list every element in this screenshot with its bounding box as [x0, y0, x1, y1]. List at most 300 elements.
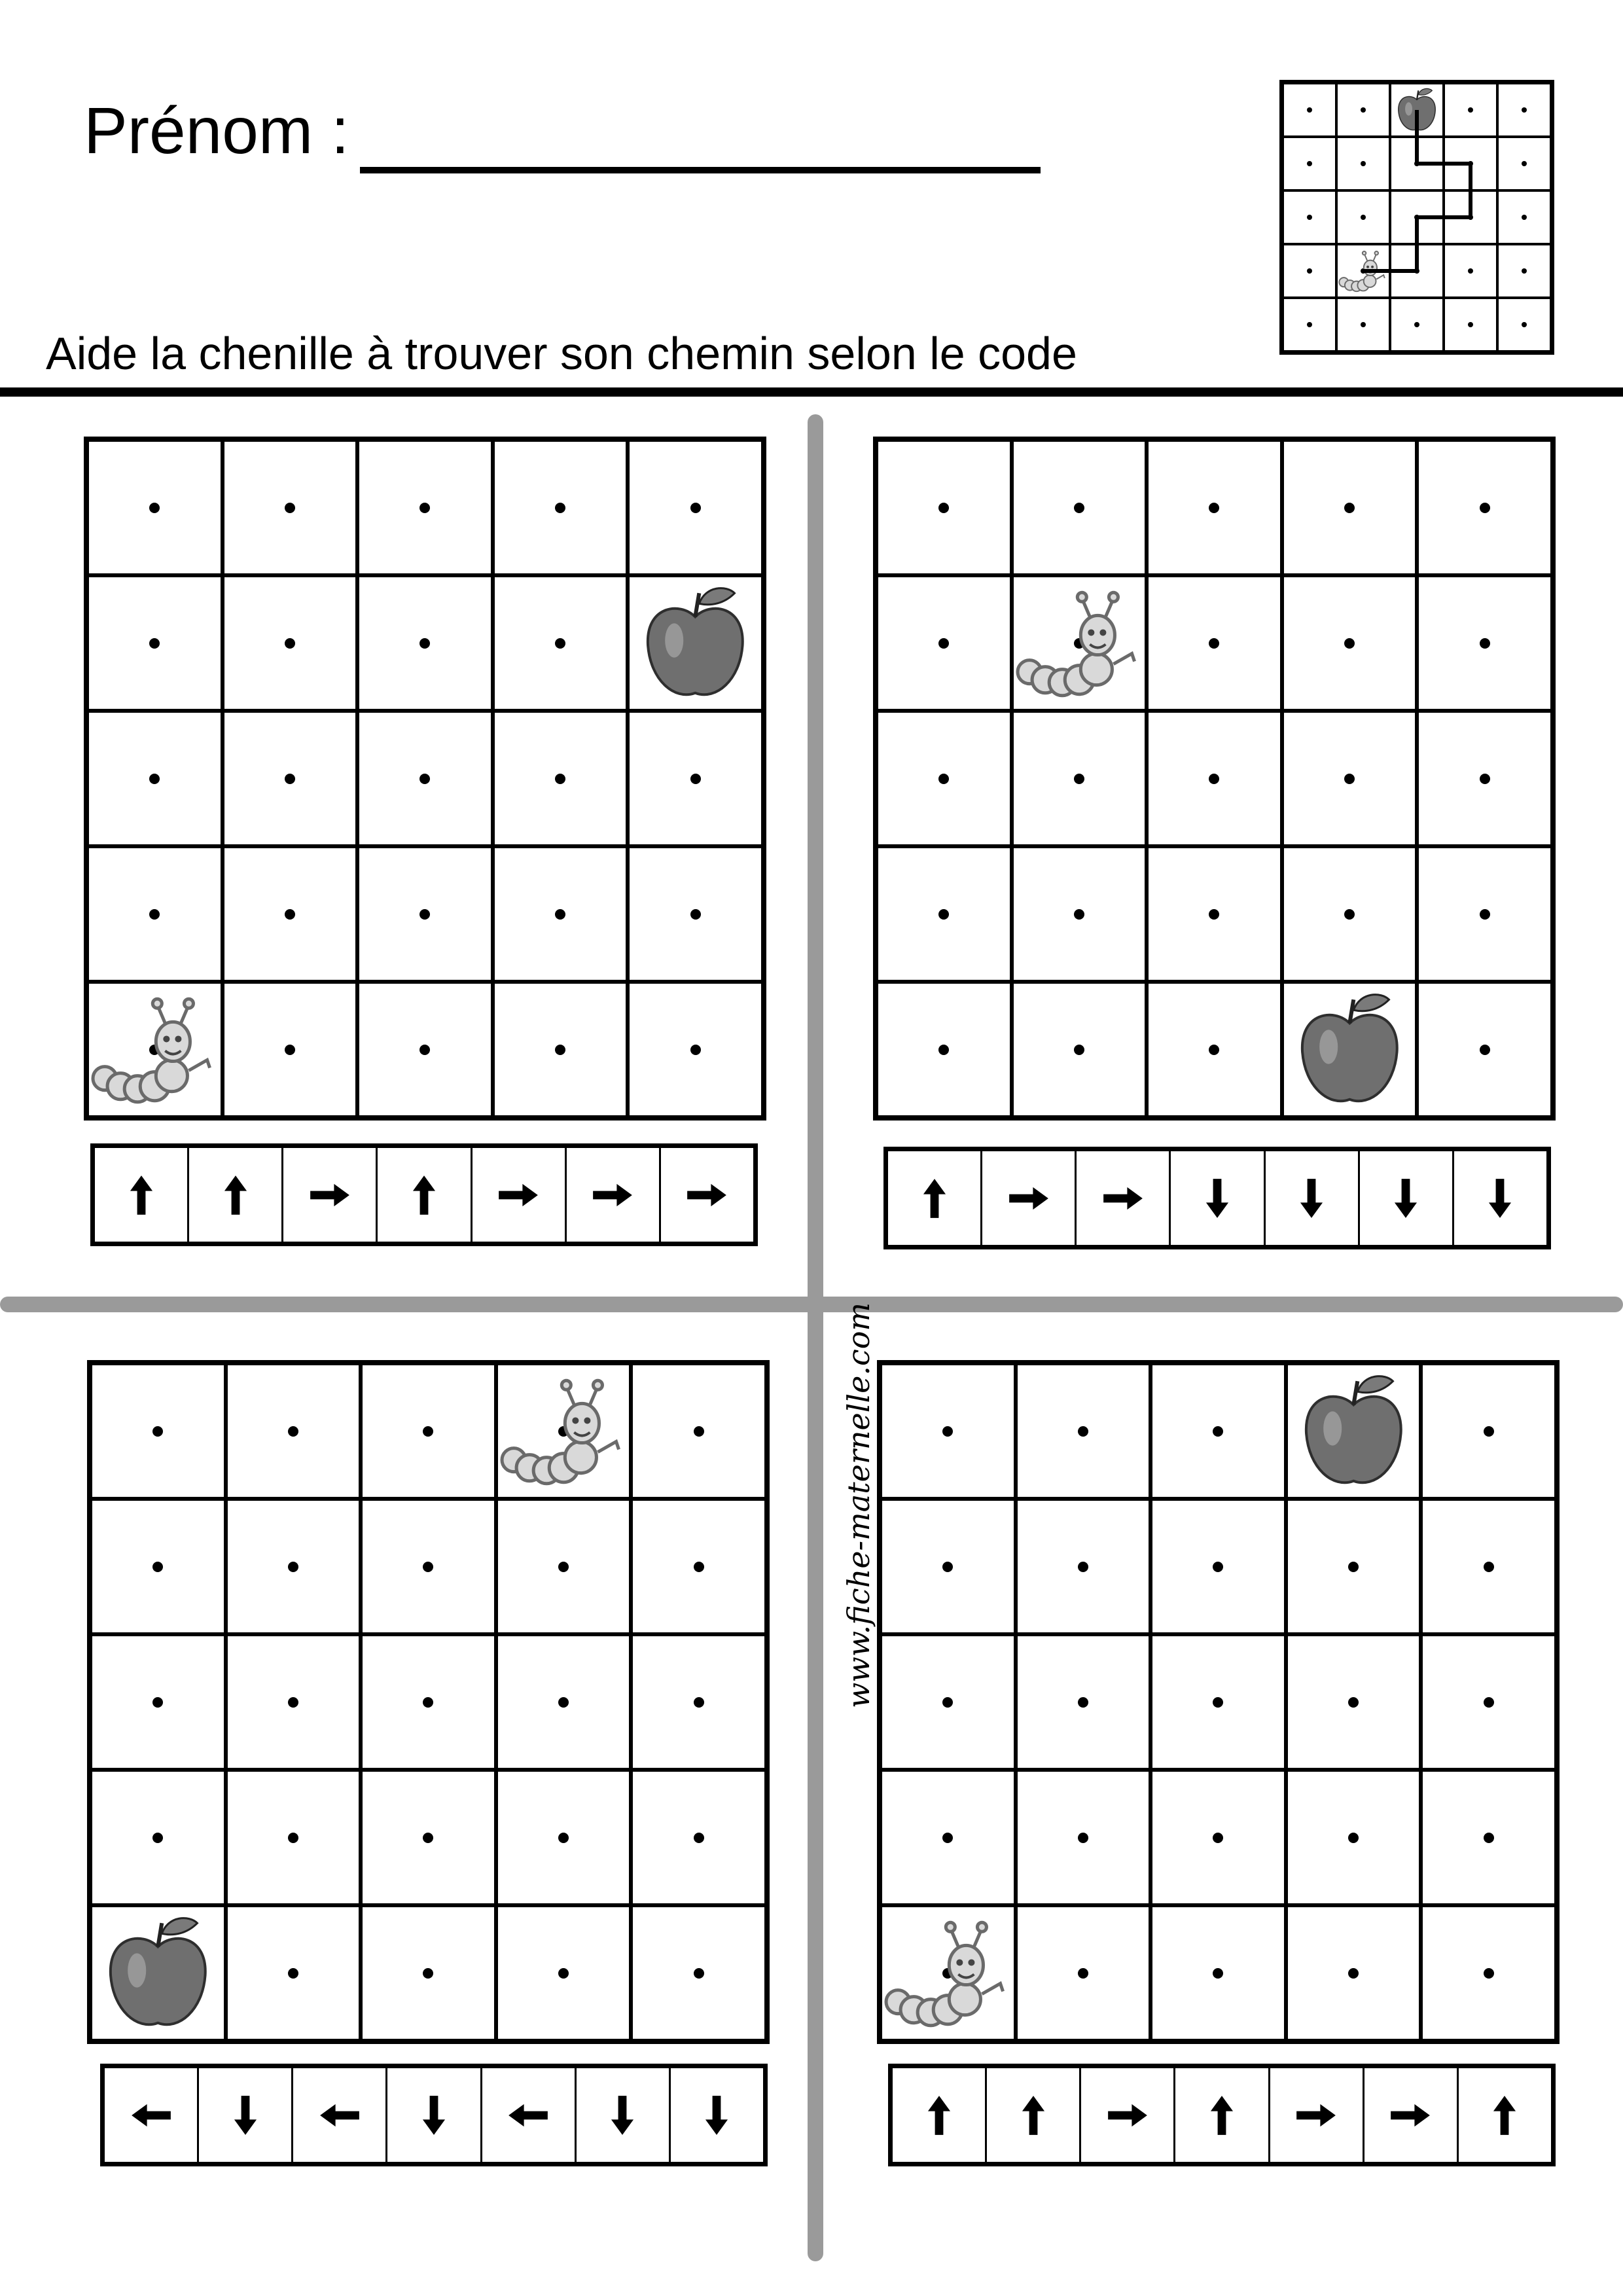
- grid-cell: [493, 846, 628, 982]
- grid-cell: [1150, 1634, 1286, 1770]
- grid-cell: [880, 1770, 1016, 1905]
- code-cell: [291, 2068, 385, 2162]
- grid-dot: [149, 503, 160, 513]
- puzzle-grid-top-left: [84, 437, 766, 1121]
- grid-cell: [1336, 137, 1390, 190]
- arrow-up-icon: [1484, 2094, 1525, 2136]
- grid-cell: [880, 1499, 1016, 1634]
- grid-dot: [1468, 268, 1473, 274]
- grid-cell: [493, 575, 628, 711]
- arrow-left-icon: [507, 2094, 549, 2136]
- arrow-down-icon: [601, 2094, 643, 2136]
- grid-cell: [361, 1499, 496, 1634]
- code-strip-top-right: [883, 1147, 1551, 1249]
- caterpillar-icon: [498, 1365, 630, 1497]
- grid-dot: [1361, 215, 1366, 220]
- grid-cell: [1282, 711, 1418, 846]
- grid-cell: [880, 1905, 1016, 2041]
- grid-cell: [1282, 982, 1418, 1117]
- code-cell: [471, 1148, 565, 1242]
- arrow-down-icon: [224, 2094, 266, 2136]
- grid-cell: [1286, 1363, 1421, 1499]
- grid-dot: [694, 1968, 704, 1979]
- grid-cell: [1336, 190, 1390, 244]
- code-strip-bottom-right: [888, 2064, 1556, 2166]
- grid-dot: [942, 1562, 953, 1572]
- grid-cell: [1016, 1905, 1151, 2041]
- grid-dot: [1414, 268, 1419, 274]
- code-cell: [197, 2068, 291, 2162]
- apple-icon: [630, 577, 761, 709]
- instruction-text: Aide la chenille à trouver son chemin selon le code: [46, 328, 1077, 379]
- code-cell: [1079, 2068, 1173, 2162]
- apple-icon: [92, 1907, 224, 2039]
- grid-cell: [223, 440, 358, 575]
- grid-dot: [558, 1968, 569, 1979]
- grid-cell: [631, 1905, 766, 2041]
- grid-cell: [1012, 982, 1147, 1117]
- grid-dot: [1307, 322, 1312, 327]
- grid-cell: [223, 575, 358, 711]
- grid-dot: [694, 1697, 704, 1708]
- grid-dot: [938, 774, 949, 784]
- grid-cell: [1390, 244, 1444, 298]
- grid-dot: [690, 503, 701, 513]
- grid-dot: [1480, 909, 1490, 920]
- grid-dot: [1209, 1045, 1219, 1055]
- grid-cell: [1283, 298, 1336, 351]
- puzzle-grid-top-right: [873, 437, 1556, 1121]
- grid-dot: [285, 1045, 295, 1055]
- grid-cell: [1147, 575, 1282, 711]
- grid-cell: [1336, 298, 1390, 351]
- grid-cell: [1417, 575, 1552, 711]
- grid-cell: [876, 440, 1012, 575]
- grid-cell: [1417, 982, 1552, 1117]
- grid-dot: [694, 1833, 704, 1843]
- grid-dot: [558, 1833, 569, 1843]
- grid-cell: [1497, 137, 1551, 190]
- code-cell: [1169, 1151, 1263, 1245]
- grid-cell: [223, 982, 358, 1117]
- grid-cell: [226, 1770, 361, 1905]
- grid-cell: [361, 1905, 496, 2041]
- grid-dot: [1344, 638, 1355, 649]
- grid-dot: [938, 909, 949, 920]
- code-cell: [980, 1151, 1075, 1245]
- grid-dot: [149, 909, 160, 920]
- grid-cell: [493, 440, 628, 575]
- grid-dot: [1213, 1697, 1223, 1708]
- apple-icon: [1391, 84, 1442, 135]
- grid-cell: [1336, 83, 1390, 137]
- arrow-left-icon: [130, 2094, 172, 2136]
- code-cell: [1358, 1151, 1452, 1245]
- grid-dot: [288, 1562, 298, 1572]
- grid-dot: [1344, 503, 1355, 513]
- grid-dot: [288, 1697, 298, 1708]
- arrow-right-icon: [1008, 1177, 1050, 1219]
- grid-cell: [357, 846, 493, 982]
- grid-dot: [149, 774, 160, 784]
- grid-dot: [690, 909, 701, 920]
- grid-dot: [1213, 1833, 1223, 1843]
- grid-dot: [1209, 503, 1219, 513]
- grid-cell: [361, 1363, 496, 1499]
- grid-cell: [1417, 711, 1552, 846]
- caterpillar-icon: [1338, 245, 1389, 296]
- grid-dot: [1348, 1562, 1359, 1572]
- arrow-up-icon: [914, 1177, 955, 1219]
- grid-dot: [152, 1562, 163, 1572]
- grid-cell: [357, 982, 493, 1117]
- grid-dot: [419, 1045, 430, 1055]
- grid-dot: [1414, 161, 1419, 166]
- grid-cell: [90, 1634, 226, 1770]
- grid-dot: [694, 1426, 704, 1437]
- grid-dot: [942, 1697, 953, 1708]
- grid-cell: [361, 1770, 496, 1905]
- watermark-text: www.fiche-maternelle.com: [841, 1302, 876, 1709]
- grid-cell: [1497, 244, 1551, 298]
- code-cell: [1173, 2068, 1268, 2162]
- grid-cell: [1421, 1905, 1556, 2041]
- grid-dot: [1078, 1426, 1088, 1437]
- arrow-left-icon: [319, 2094, 361, 2136]
- grid-dot: [1522, 215, 1527, 220]
- grid-dot: [419, 909, 430, 920]
- code-strip-bottom-left: [100, 2064, 768, 2166]
- code-cell: [1363, 2068, 1457, 2162]
- grid-cell: [90, 1770, 226, 1905]
- grid-cell: [496, 1499, 632, 1634]
- grid-cell: [87, 575, 223, 711]
- grid-dot: [1074, 503, 1084, 513]
- grid-dot: [690, 1045, 701, 1055]
- grid-dot: [942, 1833, 953, 1843]
- code-strip-top-left: [90, 1143, 758, 1246]
- grid-dot: [423, 1426, 433, 1437]
- code-cell: [385, 2068, 480, 2162]
- code-cell: [1457, 2068, 1551, 2162]
- arrow-right-icon: [497, 1174, 539, 1216]
- grid-dot: [1078, 1833, 1088, 1843]
- grid-dot: [152, 1833, 163, 1843]
- arrow-right-icon: [1102, 1177, 1144, 1219]
- arrow-up-icon: [120, 1174, 162, 1216]
- grid-cell: [628, 982, 763, 1117]
- code-cell: [95, 1148, 187, 1242]
- grid-dot: [555, 774, 565, 784]
- grid-dot: [423, 1968, 433, 1979]
- grid-dot: [1307, 215, 1312, 220]
- grid-cell: [1390, 83, 1444, 137]
- arrow-right-icon: [309, 1174, 351, 1216]
- grid-cell: [226, 1634, 361, 1770]
- grid-cell: [1390, 298, 1444, 351]
- grid-cell: [496, 1905, 632, 2041]
- grid-dot: [1484, 1833, 1494, 1843]
- grid-cell: [496, 1363, 632, 1499]
- code-cell: [565, 1148, 659, 1242]
- grid-cell: [631, 1363, 766, 1499]
- grid-dot: [938, 503, 949, 513]
- grid-cell: [1390, 190, 1444, 244]
- grid-dot: [1414, 322, 1419, 327]
- grid-dot: [1522, 107, 1527, 113]
- grid-cell: [1497, 190, 1551, 244]
- grid-cell: [496, 1634, 632, 1770]
- code-cell: [669, 2068, 763, 2162]
- grid-cell: [880, 1363, 1016, 1499]
- grid-cell: [1286, 1499, 1421, 1634]
- grid-dot: [1348, 1833, 1359, 1843]
- arrow-right-icon: [592, 1174, 633, 1216]
- grid-dot: [1361, 322, 1366, 327]
- grid-cell: [357, 575, 493, 711]
- grid-dot: [1078, 1697, 1088, 1708]
- grid-dot: [558, 1562, 569, 1572]
- grid-dot: [419, 503, 430, 513]
- grid-cell: [631, 1770, 766, 1905]
- apple-icon: [1284, 984, 1416, 1115]
- grid-cell: [1147, 982, 1282, 1117]
- grid-cell: [361, 1634, 496, 1770]
- grid-cell: [1150, 1499, 1286, 1634]
- arrow-up-icon: [215, 1174, 257, 1216]
- grid-cell: [1282, 440, 1418, 575]
- code-cell: [376, 1148, 470, 1242]
- caterpillar-icon: [882, 1907, 1014, 2039]
- arrow-right-icon: [1295, 2094, 1337, 2136]
- arrow-down-icon: [413, 2094, 455, 2136]
- grid-cell: [90, 1905, 226, 2041]
- grid-dot: [288, 1833, 298, 1843]
- grid-dot: [938, 638, 949, 649]
- example-grid: [1279, 80, 1554, 355]
- grid-cell: [1016, 1634, 1151, 1770]
- grid-dot: [942, 1426, 953, 1437]
- grid-cell: [1282, 846, 1418, 982]
- grid-dot: [1348, 1697, 1359, 1708]
- code-cell: [1268, 2068, 1363, 2162]
- apple-icon: [1288, 1365, 1419, 1497]
- grid-cell: [1147, 711, 1282, 846]
- arrow-right-icon: [686, 1174, 728, 1216]
- grid-cell: [876, 711, 1012, 846]
- code-cell: [893, 2068, 985, 2162]
- arrow-down-icon: [696, 2094, 738, 2136]
- grid-dot: [1484, 1562, 1494, 1572]
- grid-dot: [1074, 774, 1084, 784]
- grid-dot: [1361, 161, 1366, 166]
- arrow-up-icon: [918, 2094, 960, 2136]
- grid-dot: [1468, 322, 1473, 327]
- puzzle-grid-bottom-right: [877, 1360, 1560, 2044]
- grid-cell: [1444, 137, 1497, 190]
- grid-dot: [1213, 1562, 1223, 1572]
- grid-dot: [1484, 1426, 1494, 1437]
- arrow-down-icon: [1291, 1177, 1332, 1219]
- grid-dot: [1468, 107, 1473, 113]
- grid-cell: [1421, 1770, 1556, 1905]
- grid-cell: [1497, 83, 1551, 137]
- grid-dot: [1522, 268, 1527, 274]
- grid-dot: [285, 774, 295, 784]
- grid-cell: [87, 440, 223, 575]
- grid-cell: [90, 1363, 226, 1499]
- grid-dot: [1468, 215, 1473, 220]
- arrow-up-icon: [1201, 2094, 1243, 2136]
- grid-cell: [90, 1499, 226, 1634]
- grid-cell: [1283, 83, 1336, 137]
- grid-cell: [1016, 1363, 1151, 1499]
- arrow-down-icon: [1479, 1177, 1521, 1219]
- grid-dot: [694, 1562, 704, 1572]
- grid-dot: [555, 503, 565, 513]
- grid-dot: [1348, 1968, 1359, 1979]
- grid-cell: [628, 711, 763, 846]
- puzzle-grid-bottom-left: [87, 1360, 770, 2044]
- grid-cell: [1417, 440, 1552, 575]
- grid-dot: [285, 909, 295, 920]
- grid-dot: [1480, 638, 1490, 649]
- grid-cell: [1012, 440, 1147, 575]
- grid-dot: [1078, 1968, 1088, 1979]
- grid-dot: [1468, 161, 1473, 166]
- code-cell: [1452, 1151, 1546, 1245]
- grid-cell: [1444, 190, 1497, 244]
- grid-dot: [1480, 503, 1490, 513]
- grid-cell: [1444, 244, 1497, 298]
- grid-dot: [1484, 1968, 1494, 1979]
- grid-dot: [1480, 1045, 1490, 1055]
- grid-cell: [493, 711, 628, 846]
- code-cell: [575, 2068, 669, 2162]
- code-cell: [187, 1148, 281, 1242]
- grid-dot: [690, 774, 701, 784]
- code-cell: [1075, 1151, 1169, 1245]
- arrow-right-icon: [1389, 2094, 1431, 2136]
- grid-dot: [1522, 322, 1527, 327]
- grid-dot: [152, 1697, 163, 1708]
- grid-cell: [496, 1770, 632, 1905]
- caterpillar-icon: [1014, 577, 1145, 709]
- grid-cell: [357, 440, 493, 575]
- header-rule: [0, 387, 1623, 397]
- grid-dot: [1344, 774, 1355, 784]
- grid-cell: [1012, 575, 1147, 711]
- grid-dot: [555, 638, 565, 649]
- grid-dot: [555, 909, 565, 920]
- grid-dot: [1209, 774, 1219, 784]
- grid-cell: [1147, 846, 1282, 982]
- grid-cell: [1283, 137, 1336, 190]
- grid-cell: [1497, 298, 1551, 351]
- grid-cell: [1421, 1363, 1556, 1499]
- code-cell: [888, 1151, 980, 1245]
- grid-cell: [357, 711, 493, 846]
- grid-dot: [419, 774, 430, 784]
- grid-cell: [1282, 575, 1418, 711]
- grid-dot: [288, 1968, 298, 1979]
- grid-dot: [1307, 161, 1312, 166]
- arrow-down-icon: [1385, 1177, 1427, 1219]
- grid-dot: [419, 638, 430, 649]
- grid-cell: [1150, 1905, 1286, 2041]
- grid-dot: [285, 638, 295, 649]
- grid-dot: [1480, 774, 1490, 784]
- grid-dot: [1307, 268, 1312, 274]
- grid-cell: [223, 846, 358, 982]
- grid-dot: [1078, 1562, 1088, 1572]
- code-cell: [480, 2068, 575, 2162]
- code-cell: [105, 2068, 197, 2162]
- grid-dot: [1074, 1045, 1084, 1055]
- grid-cell: [1286, 1770, 1421, 1905]
- grid-dot: [288, 1426, 298, 1437]
- grid-cell: [87, 982, 223, 1117]
- grid-dot: [1213, 1968, 1223, 1979]
- arrow-up-icon: [1012, 2094, 1054, 2136]
- grid-dot: [1213, 1426, 1223, 1437]
- grid-cell: [876, 575, 1012, 711]
- grid-dot: [1074, 909, 1084, 920]
- grid-dot: [423, 1562, 433, 1572]
- grid-dot: [423, 1833, 433, 1843]
- grid-cell: [631, 1634, 766, 1770]
- arrow-down-icon: [1196, 1177, 1238, 1219]
- grid-dot: [558, 1697, 569, 1708]
- arrow-right-icon: [1107, 2094, 1149, 2136]
- grid-dot: [149, 638, 160, 649]
- grid-cell: [1016, 1499, 1151, 1634]
- grid-dot: [1209, 638, 1219, 649]
- grid-cell: [1283, 190, 1336, 244]
- grid-cell: [1012, 846, 1147, 982]
- grid-cell: [631, 1499, 766, 1634]
- grid-dot: [1414, 215, 1419, 220]
- grid-cell: [1444, 298, 1497, 351]
- code-cell: [985, 2068, 1079, 2162]
- grid-cell: [1016, 1770, 1151, 1905]
- name-write-line: [360, 167, 1041, 173]
- code-cell: [281, 1148, 376, 1242]
- grid-cell: [87, 711, 223, 846]
- grid-cell: [493, 982, 628, 1117]
- grid-cell: [1286, 1905, 1421, 2041]
- arrow-up-icon: [403, 1174, 445, 1216]
- grid-cell: [1147, 440, 1282, 575]
- grid-cell: [1390, 137, 1444, 190]
- grid-dot: [1484, 1697, 1494, 1708]
- grid-dot: [1361, 107, 1366, 113]
- grid-dot: [1307, 107, 1312, 113]
- grid-cell: [876, 982, 1012, 1117]
- grid-cell: [1421, 1634, 1556, 1770]
- vertical-divider: [808, 414, 823, 2261]
- grid-cell: [876, 846, 1012, 982]
- grid-cell: [1150, 1363, 1286, 1499]
- grid-dot: [423, 1697, 433, 1708]
- grid-cell: [1286, 1634, 1421, 1770]
- grid-dot: [152, 1426, 163, 1437]
- grid-dot: [555, 1045, 565, 1055]
- name-label: Prénom :: [84, 94, 349, 168]
- grid-cell: [1150, 1770, 1286, 1905]
- caterpillar-icon: [89, 984, 221, 1115]
- grid-cell: [226, 1905, 361, 2041]
